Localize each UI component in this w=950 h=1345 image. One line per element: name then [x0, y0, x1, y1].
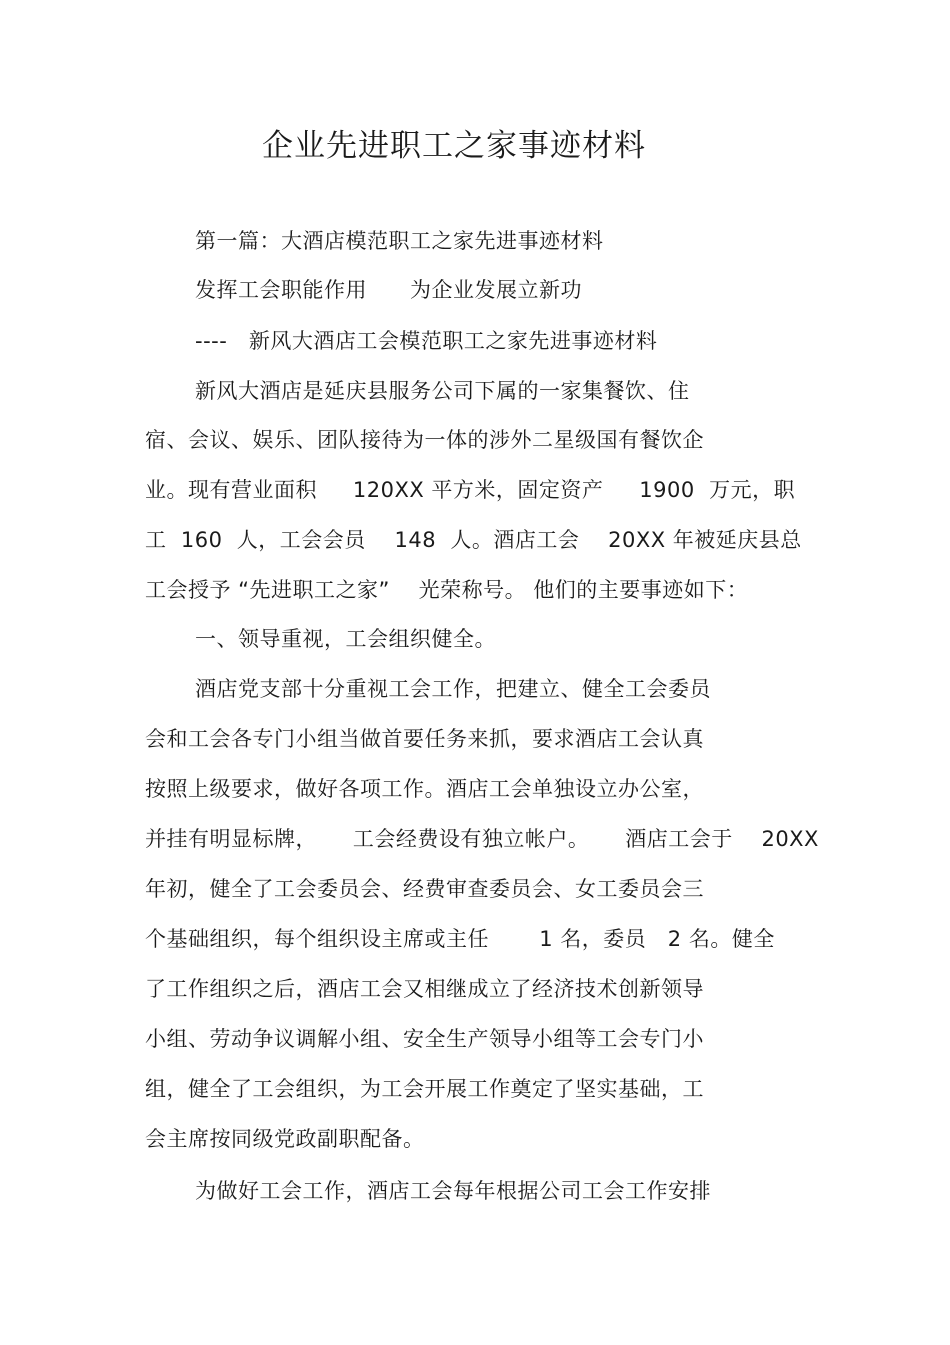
paragraph-line: 宿、会议、娱乐、团队接待为一体的涉外二星级国有餐饮企: [145, 428, 704, 452]
paragraph-line: 并挂有明显标牌， 工会经费设有独立帐户。 酒店工会于 20XX: [145, 827, 819, 851]
paragraph-line: 按照上级要求，做好各项工作。酒店工会单独设立办公室，: [145, 777, 704, 801]
paragraph-line: 酒店党支部十分重视工会工作，把建立、健全工会委员: [195, 677, 711, 701]
document-title: 企业先进职工之家事迹材料: [262, 128, 646, 164]
paragraph-line: 业。现有营业面积 120XX 平方米，固定资产 1900 万元，职: [145, 478, 796, 502]
subtitle-line: ---- 新风大酒店工会模范职工之家先进事迹材料: [195, 329, 658, 353]
paragraph-line: 组，健全了工会组织，为工会开展工作奠定了坚实基础，工: [145, 1077, 704, 1101]
section-heading: 一、领导重视，工会组织健全。: [195, 627, 496, 651]
paragraph-line: 小组、劳动争议调解小组、安全生产领导小组等工会专门小: [145, 1027, 704, 1051]
paragraph-line: 工会授予 “先进职工之家” 光荣称号。 他们的主要事迹如下：: [145, 578, 749, 602]
paragraph-line: 为做好工会工作，酒店工会每年根据公司工会工作安排: [195, 1179, 711, 1203]
paragraph-line: 会主席按同级党政副职配备。: [145, 1127, 425, 1151]
paragraph-line: 工 160 人，工会会员 148 人。酒店工会 20XX 年被延庆县总: [145, 528, 802, 552]
paragraph-line: 个基础组织，每个组织设主席或主任 1 名，委员 2 名。健全: [145, 927, 775, 951]
paragraph-line: 会和工会各专门小组当做首要任务来抓，要求酒店工会认真: [145, 727, 704, 751]
paragraph-line: 了工作组织之后，酒店工会又相继成立了经济技术创新领导: [145, 977, 704, 1001]
section-heading: 第一篇：大酒店模范职工之家先进事迹材料: [195, 229, 604, 253]
subtitle-line: 发挥工会职能作用 为企业发展立新功: [195, 278, 583, 302]
paragraph-line: 年初，健全了工会委员会、经费审查委员会、女工委员会三: [145, 877, 704, 901]
paragraph-line: 新风大酒店是延庆县服务公司下属的一家集餐饮、住: [195, 379, 690, 403]
